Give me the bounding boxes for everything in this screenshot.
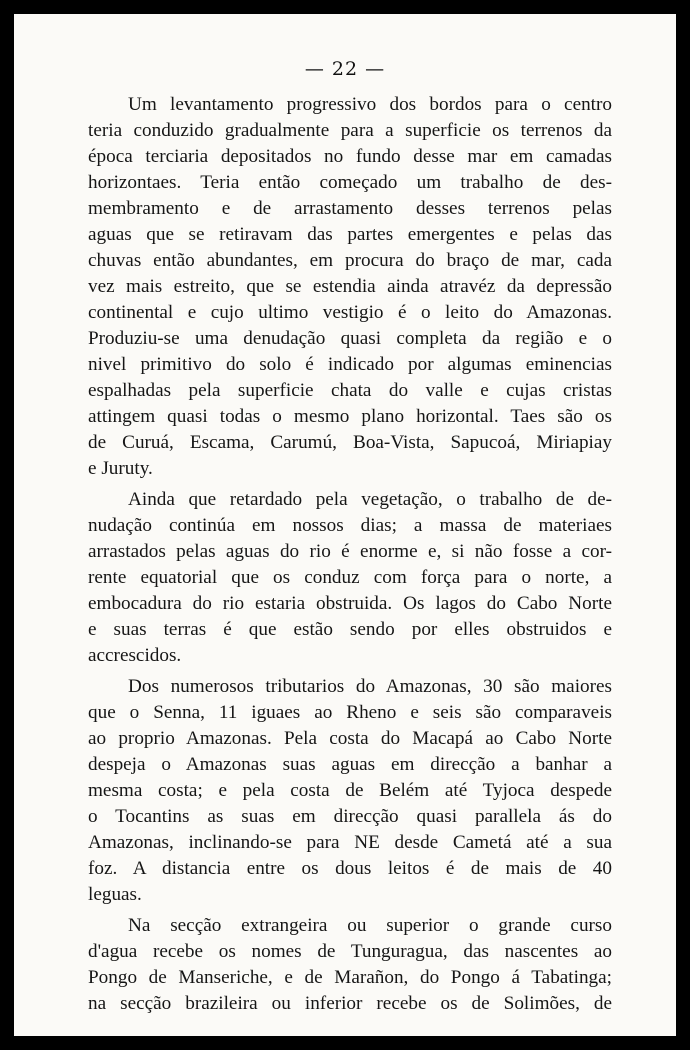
text-line: e suas terras é que estão sendo por elles obstruidos e bbox=[88, 619, 612, 640]
text-line: foz. A distancia entre os dous leitos é de mais de 40 bbox=[88, 858, 612, 879]
text-line: chuvas então abundantes, em procura do braço de mar, cada bbox=[88, 250, 612, 271]
text-line: vez mais estreito, que se estendia ainda atravéz da depressão bbox=[88, 276, 612, 297]
body-text bbox=[88, 92, 612, 1017]
text-line: espalhadas pela superficie chata do valle e cujas cristas bbox=[88, 380, 612, 401]
text-line: leguas. bbox=[88, 884, 142, 905]
text-line: Pongo de Manseriche, e de Marañon, do Pongo á Tabatinga; bbox=[88, 967, 612, 988]
text-line: que o Senna, 11 iguaes ao Rheno e seis são comparaveis bbox=[88, 702, 612, 723]
text-line: o Tocantins as suas em direcção quasi parallela ás do bbox=[88, 806, 612, 827]
text-line: aguas que se retiravam das partes emergentes e pelas das bbox=[88, 224, 612, 245]
book-page bbox=[14, 14, 676, 1036]
paragraph-1 bbox=[88, 92, 612, 482]
text-line: horizontaes. Teria então começado um trabalho de des- bbox=[88, 172, 612, 193]
text-line: membramento e de arrastamento desses terrenos pelas bbox=[88, 198, 612, 219]
paragraph-2 bbox=[88, 487, 612, 669]
text-line: rente equatorial que os conduz com força para o norte, a bbox=[88, 567, 612, 588]
text-line: Dos numerosos tributarios do Amazonas, 30 são maiores bbox=[128, 676, 612, 697]
text-line: época terciaria depositados no fundo desse mar em camadas bbox=[88, 146, 612, 167]
text-line: accrescidos. bbox=[88, 645, 182, 666]
paragraph-3 bbox=[88, 674, 612, 908]
text-line: de Curuá, Escama, Carumú, Boa-Vista, Sapucoá, Miriapiay bbox=[88, 432, 612, 453]
text-line: d'agua recebe os nomes de Tunguragua, das nascentes ao bbox=[88, 941, 612, 962]
text-line: Amazonas, inclinando-se para NE desde Cametá até a sua bbox=[88, 832, 612, 853]
text-line: arrastados pelas aguas do rio é enorme e, si não fosse a cor- bbox=[88, 541, 612, 562]
text-line: e Juruty. bbox=[88, 458, 153, 479]
text-line: embocadura do rio estaria obstruida. Os lagos do Cabo Norte bbox=[88, 593, 612, 614]
text-line: continental e cujo ultimo vestigio é o leito do Amazonas. bbox=[88, 302, 612, 323]
text-line: mesma costa; e pela costa de Belém até Tyjoca despede bbox=[88, 780, 612, 801]
text-line: na secção brazileira ou inferior recebe os de Solimões, de bbox=[88, 993, 612, 1014]
page-number: — 22 — bbox=[304, 58, 386, 80]
text-line: Ainda que retardado pela vegetação, o trabalho de de- bbox=[128, 489, 612, 510]
paragraph-4 bbox=[88, 913, 612, 1017]
text-line: Na secção extrangeira ou superior o grande curso bbox=[128, 915, 612, 936]
text-line: nudação continúa em nossos dias; a massa de materiaes bbox=[88, 515, 612, 536]
text-line: nivel primitivo do solo é indicado por algumas eminencias bbox=[88, 354, 612, 375]
text-line: Um levantamento progressivo dos bordos para o centro bbox=[128, 94, 612, 115]
text-line: ao proprio Amazonas. Pela costa do Macapá ao Cabo Norte bbox=[88, 728, 612, 749]
text-line: despeja o Amazonas suas aguas em direcção a banhar a bbox=[88, 754, 612, 775]
text-line: teria conduzido gradualmente para a superficie os terrenos da bbox=[88, 120, 612, 141]
text-line: attingem quasi todas o mesmo plano horizontal. Taes são os bbox=[88, 406, 612, 427]
text-line: Produziu-se uma denudação quasi completa da região e o bbox=[88, 328, 612, 349]
